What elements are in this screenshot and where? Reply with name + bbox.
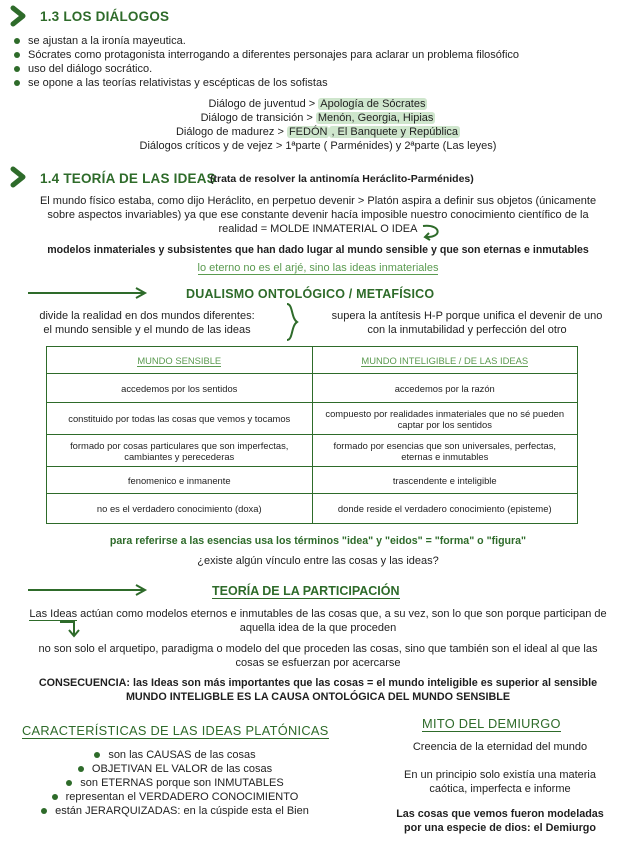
table-cell: constituido por todas las cosas que vemos y tocamos (47, 403, 313, 435)
table-row (47, 374, 578, 403)
consecuencia-line: MUNDO INTELIGBLE ES LA CAUSA ONTOLÓGICA DEL MUNDO SENSIBLE (125, 691, 511, 703)
curved-arrow-icon (420, 222, 446, 242)
table-cell: donde reside el verdadero conocimiento (episteme) (312, 494, 578, 524)
mito-title: MITO DEL DEMIURGO (422, 716, 561, 731)
paragraph-line: lo eterno no es el arjé, sino las ideas inmateriales (197, 262, 439, 274)
list-item: OBJETIVAN EL VALOR de las cosas (0, 762, 350, 776)
list-item: uso del diálogo socrático. (14, 62, 152, 77)
dualismo-left-line: el mundo sensible y el mundo de las ideas (43, 324, 251, 336)
list-item: están JERARQUIZADAS: en la cúspide esta el Bien (0, 804, 350, 818)
mito-line: por una especie de dios: el Demiurgo (404, 822, 596, 834)
table-cell: fenomenico e inmanente (47, 467, 313, 494)
table-cell: formado por cosas particulares que son imperfectas, cambiantes y perecederas (47, 435, 313, 467)
paragraph-line: El mundo físico estaba, como dijo Heráclito, en perpetuo devenir > Platón aspira a definir sus objetos (únicamente (39, 195, 597, 207)
mito-line: caótica, imperfecta e informe (429, 783, 571, 795)
table-cell: accedemos por la razón (312, 374, 578, 403)
brace-icon (285, 302, 299, 342)
dialog-line: Diálogo de juventud > Apología de Sócrates (208, 98, 426, 110)
dualismo-title: DUALISMO ONTOLÓGICO / METAFÍSICO (186, 287, 435, 301)
caracteristicas-title: CARACTERÍSTICAS DE LAS IDEAS PLATÓNICAS (22, 723, 329, 738)
paragraph-line: no son solo el arquetipo, paradigma o modelo del que proceden las cosas, sino que también son el ideal al que las (38, 643, 598, 655)
mundos-table (46, 346, 578, 524)
paragraph-line: sobre aspectos invariables) ya que ese constante devenir hacía imposible nuestro conocimiento científico de la (47, 209, 589, 221)
arrow-right-icon (26, 583, 150, 597)
terms-line: para referirse a las esencias usa los términos "idea" y "eidos" = "forma" o "figura" (109, 535, 527, 547)
consecuencia-line: CONSECUENCIA: las Ideas son más importantes que las cosas = el mundo inteligible es superior al sensible (38, 677, 598, 689)
dualismo-left-line: divide la realidad en dos mundos diferentes: (39, 310, 255, 322)
table-row (47, 403, 578, 435)
table-header: MUNDO SENSIBLE (47, 347, 313, 374)
table-cell: no es el verdadero conocimiento (doxa) (47, 494, 313, 524)
mito-line: Creencia de la eternidad del mundo (412, 741, 588, 753)
dualismo-right-line: supera la antítesis H-P porque unifica el devenir de uno (331, 310, 603, 322)
paragraph-line: realidad = MOLDE INMATERIAL O IDEA (218, 223, 418, 235)
dialog-line: Diálogo de transición > Menón, Georgia, Hipias (200, 112, 434, 124)
arrow-right-icon (26, 286, 150, 300)
dualismo-right-line: con la inmutabilidad y perfección del otro (367, 324, 567, 336)
list-item: son las CAUSAS de las cosas (0, 748, 350, 762)
dialog-line: Diálogo de madurez > FEDÓN , El Banquete y República (175, 126, 459, 138)
table-cell: formado por esencias que son universales, perfectas, eternas e inmutables (312, 435, 578, 467)
list-item: se opone a las teorías relativistas y escépticas de los sofistas (14, 76, 328, 91)
table-header-row (47, 347, 578, 374)
table-header: MUNDO INTELIGIBLE / DE LAS IDEAS (312, 347, 578, 374)
table-row (47, 467, 578, 494)
list-item: Sócrates como protagonista interrogando a diferentes personajes para aclarar un problema filosófico (14, 48, 519, 63)
participacion-title: TEORÍA DE LA PARTICIPACIÓN (212, 584, 400, 598)
chevron-right-icon (10, 166, 28, 188)
list-item: representan el VERDADERO CONOCIMIENTO (0, 790, 350, 804)
mito-line: Las cosas que vemos fueron modeladas (396, 808, 604, 820)
chevron-right-icon (10, 5, 28, 27)
section-subtitle: (trata de resolver la antinomía Heráclito-Parménides) (210, 173, 474, 185)
turn-down-arrow-icon (58, 619, 82, 641)
list-item: se ajustan a la ironía mayeutica. (14, 34, 186, 49)
table-cell: accedemos por los sentidos (47, 374, 313, 403)
dialog-line: Diálogos críticos y de vejez > 1ªparte ( Parménides) y 2ªparte (Las leyes) (139, 140, 497, 152)
list-item: son ETERNAS porque son INMUTABLES (0, 776, 350, 790)
table-row (47, 494, 578, 524)
paragraph-line: aquella idea de la que proceden (239, 622, 397, 634)
table-row (47, 435, 578, 467)
question-line: ¿existe algún vínculo entre las cosas y las ideas? (197, 555, 439, 567)
table-cell: compuesto por realidades inmateriales que no sé pueden captar por los sentidos (312, 403, 578, 435)
section-title-dialogos: 1.3 LOS DIÁLOGOS (40, 9, 170, 24)
section-title-teoria-ideas: 1.4 TEORÍA DE LAS IDEAS (40, 171, 216, 186)
paragraph-line: modelos inmateriales y subsistentes que han dado lugar al mundo sensible y que son eternas e inmutables (47, 244, 589, 256)
table-cell: trascendente e inteligible (312, 467, 578, 494)
paragraph-line: Las Ideas actúan como modelos eternos e inmutables de las cosas que, a su vez, son lo que son porque participan de (29, 608, 607, 620)
mito-line: En un principio solo existía una materia (404, 769, 596, 781)
paragraph-line: cosas se esfuerzan por acercarse (235, 657, 401, 669)
